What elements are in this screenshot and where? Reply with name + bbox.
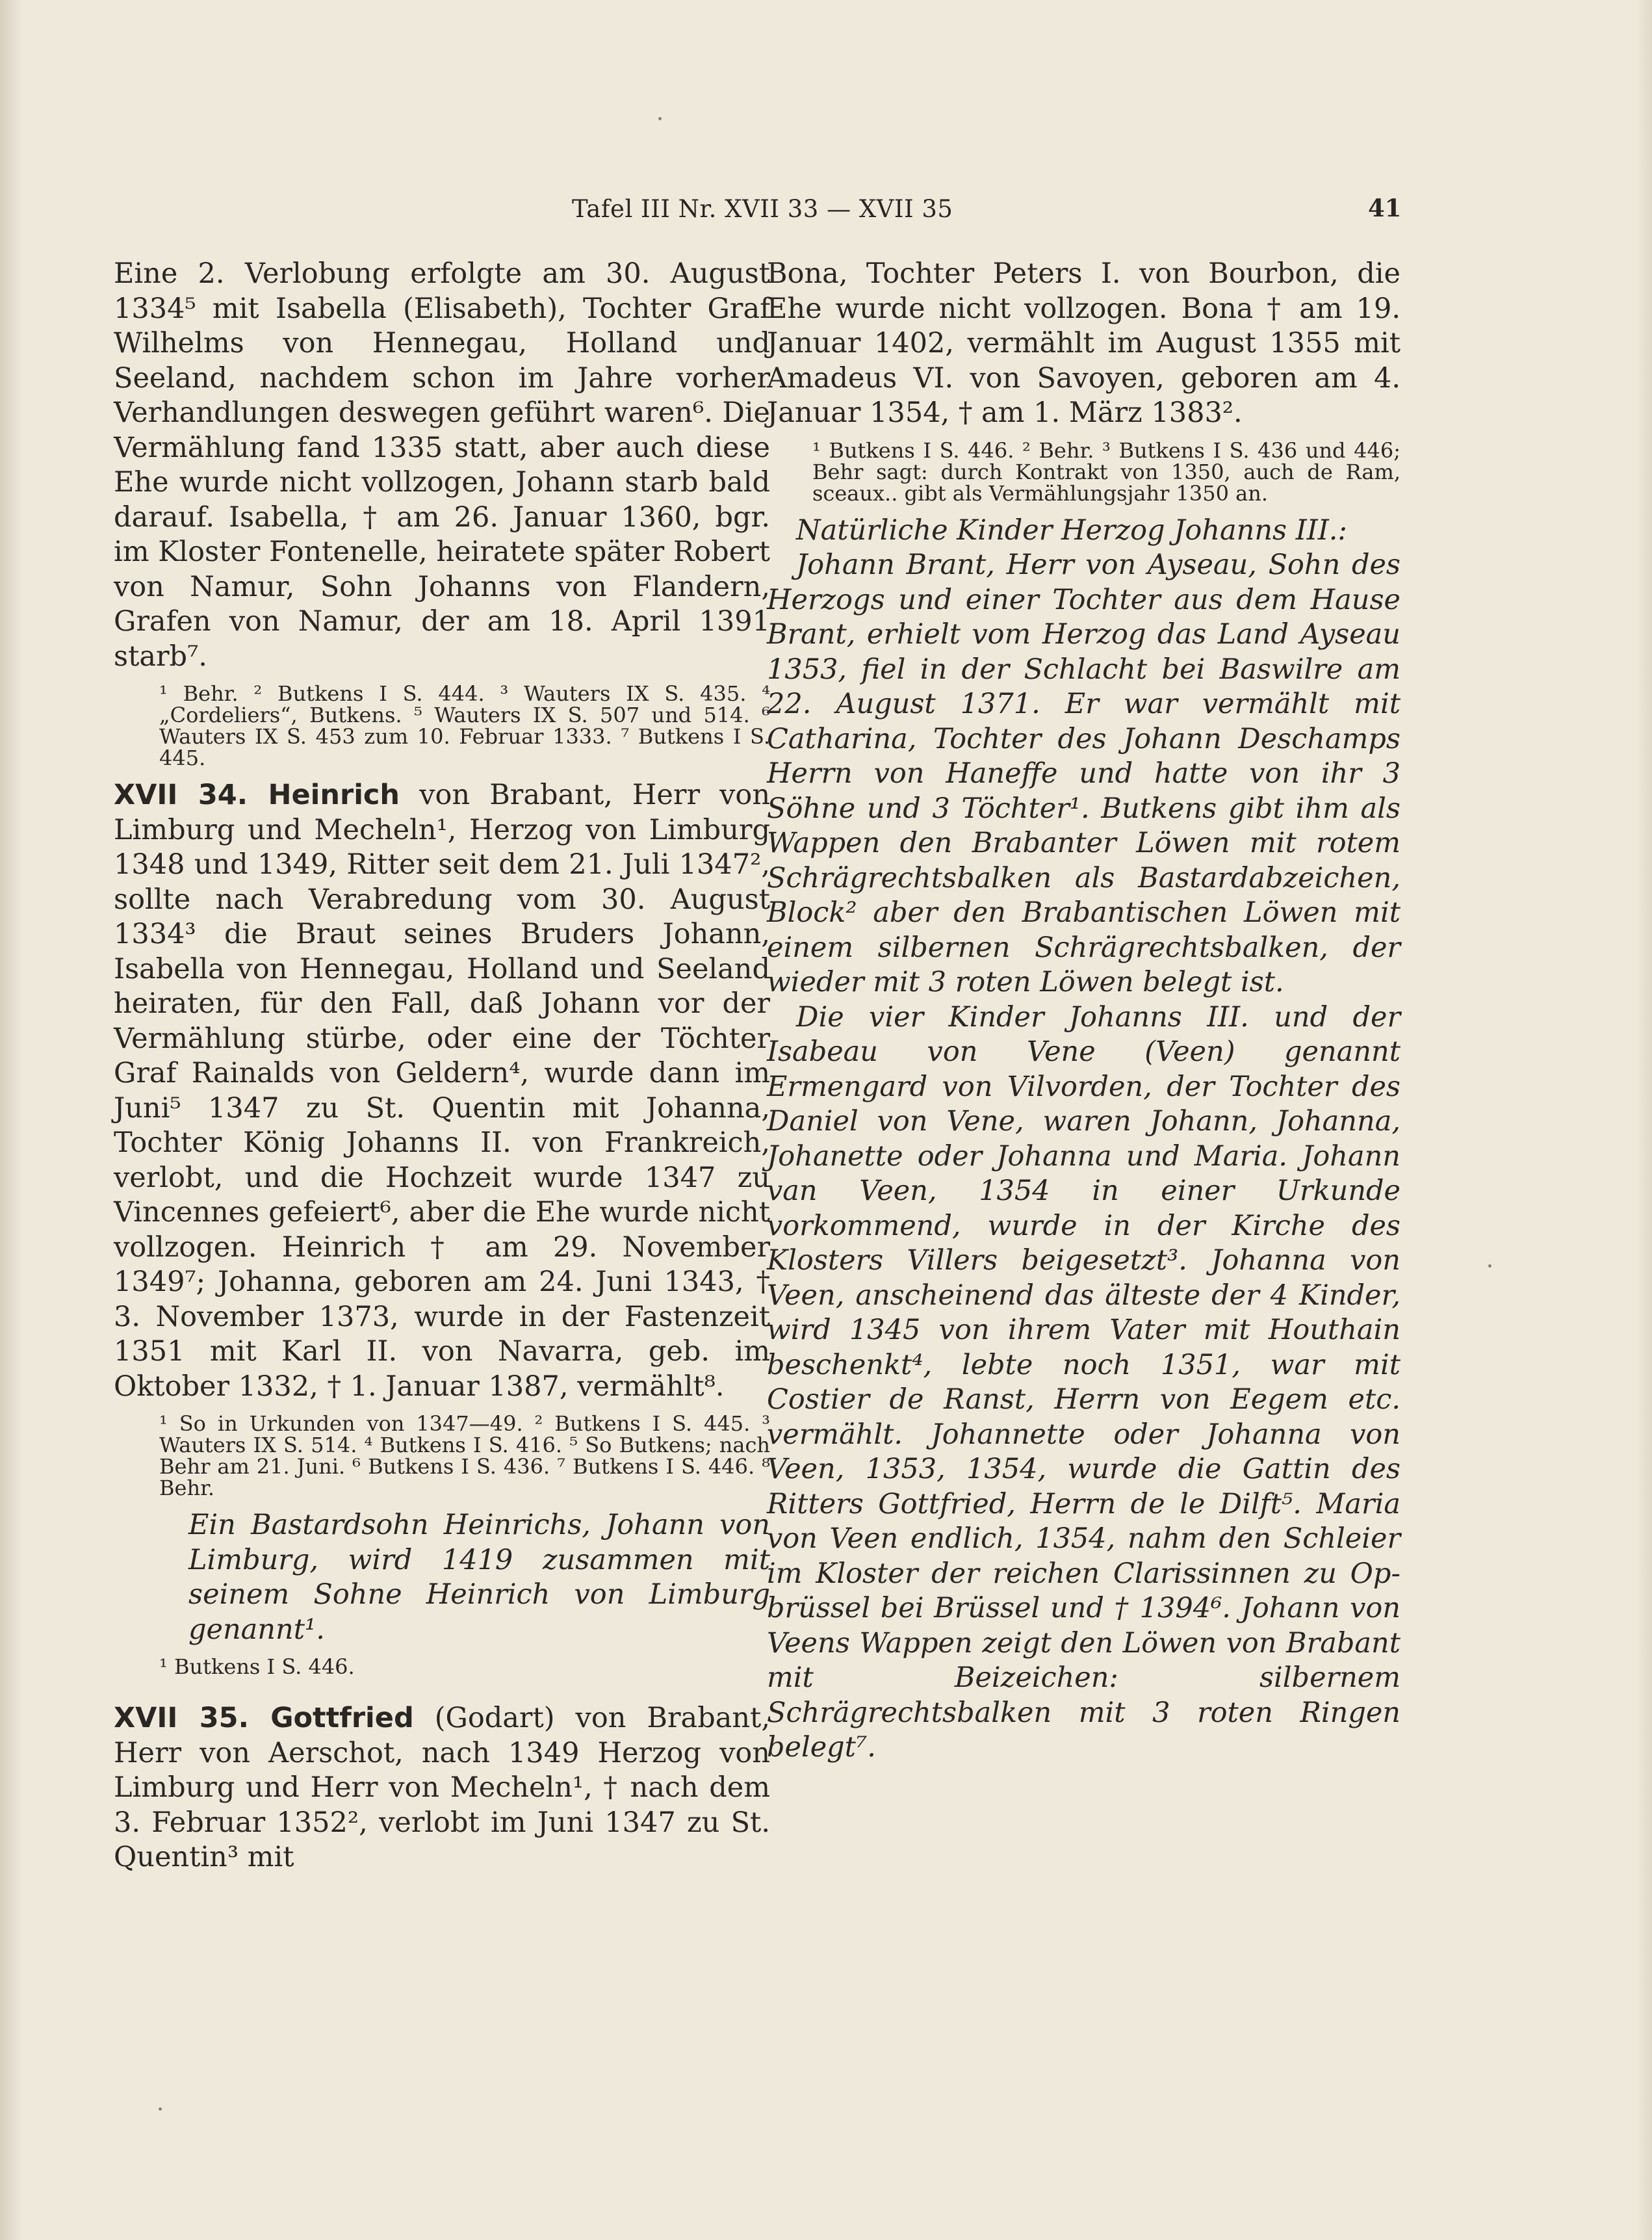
- bastard-section: [188, 1508, 770, 1647]
- paragraph-vier-kinder: Die vier Kinder Johanns III. und der Isabeau von Vene (Veen) genannt Ermengard von Vilvorden, der Tochter des Daniel von Vene, waren Johann, Johanna, Johanette oder Johanna und Maria. Johann van Veen, 1354 in einer Urkunde vorkommend, wurde in der Kirche des Klosters Villers beigesetzt³. Johanna von Veen, anscheinend das älteste der 4 Kinder, wird 1345 von ihrem Vater mit Houthain beschenkt⁴, lebte noch 1351, war mit Costier de Ranst, Herrn von Eegem etc. vermählt. Johannette oder Johanna von Veen, 1353, 1354, wurde die Gattin des Ritters Gottfried, Herrn de le Dilft⁵. Maria von Veen endlich, 1354, nahm den Schleier im Kloster der reichen Clarissinnen zu Op-brüssel bei Brüssel und † 1394⁶. Johann von Veens Wappen zeigt den Löwen von Brabant mit Beizeichen: silbernem Schrägrechtsbalken mit 3 roten Ringen belegt⁷.: [767, 1000, 1400, 1764]
- page-edge-right: [1636, 0, 1652, 2240]
- footnotes-bona: ¹ Butkens I S. 446. ² Behr. ³ Butkens I S. 436 und 446; Behr sagt: durch Kontrakt von 1350, auch de Ram, sceaux.. gibt als Vermählungsjahr 1350 an.: [812, 437, 1400, 506]
- paper-speck: [658, 117, 662, 120]
- footnotes-xvii34: ¹ So in Urkunden von 1347—49. ² Butkens I S. 445. ³ Wauters IX S. 514. ⁴ Butkens I S. 416. ⁵ So Butkens; nach Behr am 21. Juni. ⁶ Butkens I S. 436. ⁷ Butkens I S. 446. ⁸ Behr.: [159, 1411, 770, 1500]
- left-column: [114, 257, 770, 1875]
- paper-speck: [159, 2107, 162, 2111]
- entry-xvii34-heading: XVII 34. Heinrich: [114, 779, 400, 811]
- entry-xvii34-text: von Brabant, Herr von Limburg und Mecheln¹, Herzog von Limburg 1348 und 1349, Ritter seit dem 21. Juli 1347², sollte nach Verabredung vom 30. August 1334³ die Braut seines Bruders Johann, Isabella von Hennegau, Holland und Seeland heiraten, für den Fall, daß Johann vor der Vermählung stürbe, oder eine der Töchter Graf Rainalds von Geldern⁴, wurde dann im Juni⁵ 1347 zu St. Quentin mit Johanna, Tochter König Johanns II. von Frankreich, verlobt, und die Hochzeit wurde 1347 zu Vincennes gefeiert⁶, aber die Ehe wurde nicht vollzogen. Heinrich † am 29. November 1349⁷; Johanna, geboren am 24. Juni 1343, † 3. November 1373, wurde in der Fastenzeit 1351 mit Karl II. von Navarra, geb. im Oktober 1332, † 1. Januar 1387, vermählt⁸.: [114, 779, 771, 1403]
- page-number: 41: [1368, 194, 1402, 222]
- footnotes-bastard: ¹ Butkens I S. 446.: [159, 1654, 355, 1679]
- right-column: [767, 257, 1400, 1765]
- entry-xvii35: [114, 1701, 770, 1875]
- paragraph-johann-brant: Johann Brant, Herr von Ayseau, Sohn des Herzogs und einer Tochter aus dem Hause Brant, erhielt vom Herzog das Land Ayseau 1353, fiel in der Schlacht bei Baswilre am 22. August 1371. Er war vermählt mit Catharina, Tochter des Johann Deschamps Herrn von Haneffe und hatte von ihr 3 Söhne und 3 Töchter¹. Butkens gibt ihm als Wappen den Brabanter Löwen mit rotem Schrägrechtsbalken als Bastardabzeichen, Block² aber den Brabantischen Löwen mit einem silbernen Schrägrechtsbalken, der wieder mit 3 roten Löwen belegt ist.: [767, 549, 1400, 998]
- natural-children-heading: Natürliche Kinder Herzog Johanns III.:: [796, 514, 1347, 547]
- paper-speck: [1488, 1264, 1491, 1268]
- entry-xvii34: [114, 778, 770, 1404]
- paragraph-intro: Eine 2. Verlobung erfolgte am 30. August 1334⁵ mit Isabella (Elisabeth), Tochter Graf Wilhelms von Hennegau, Holland und Seeland, nachdem schon im Jahre vorher Verhandlungen deswegen geführt waren⁶. Die Vermählung fand 1335 statt, aber auch diese Ehe wurde nicht vollzogen, Johann starb bald darauf. Isabella, † am 26. Januar 1360, bgr. im Kloster Fontenelle, heiratete später Robert von Namur, Sohn Johanns von Flandern, Grafen von Namur, der am 18. April 1391 starb⁷.: [114, 257, 770, 673]
- spacer: [114, 1687, 770, 1701]
- footnotes-intro: ¹ Behr. ² Butkens I S. 444. ³ Wauters IX S. 435. ⁴ „Cordeliers“, Butkens. ⁵ Wauters IX S. 507 und 514. ⁶ Wauters IX S. 453 zum 10. Februar 1333. ⁷ Butkens I S. 445.: [159, 681, 770, 770]
- page-edge-left: [0, 0, 23, 2240]
- running-head: Tafel III Nr. XVII 33 — XVII 35: [572, 195, 953, 223]
- entry-xvii35-text: (Godart) von Brabant, Herr von Aerschot, nach 1349 Herzog von Limburg und Herr von Mecheln¹, † nach dem 3. Februar 1352², verlobt im Juni 1347 zu St. Quentin³ mit: [114, 1702, 770, 1873]
- entry-xvii35-heading: XVII 35. Gottfried: [114, 1702, 414, 1734]
- paragraph-bona: Bona, Tochter Peters I. von Bourbon, die Ehe wurde nicht vollzogen. Bona † am 19. Januar 1402, vermählt im August 1355 mit Amadeus VI. von Savoyen, geboren am 4. Januar 1354, † am 1. März 1383².: [767, 257, 1400, 429]
- bastard-paragraph: Ein Bastardsohn Heinrichs, Johann von Limburg, wird 1419 zusammen mit seinem Sohne Heinrich von Limburg genannt¹.: [188, 1509, 770, 1646]
